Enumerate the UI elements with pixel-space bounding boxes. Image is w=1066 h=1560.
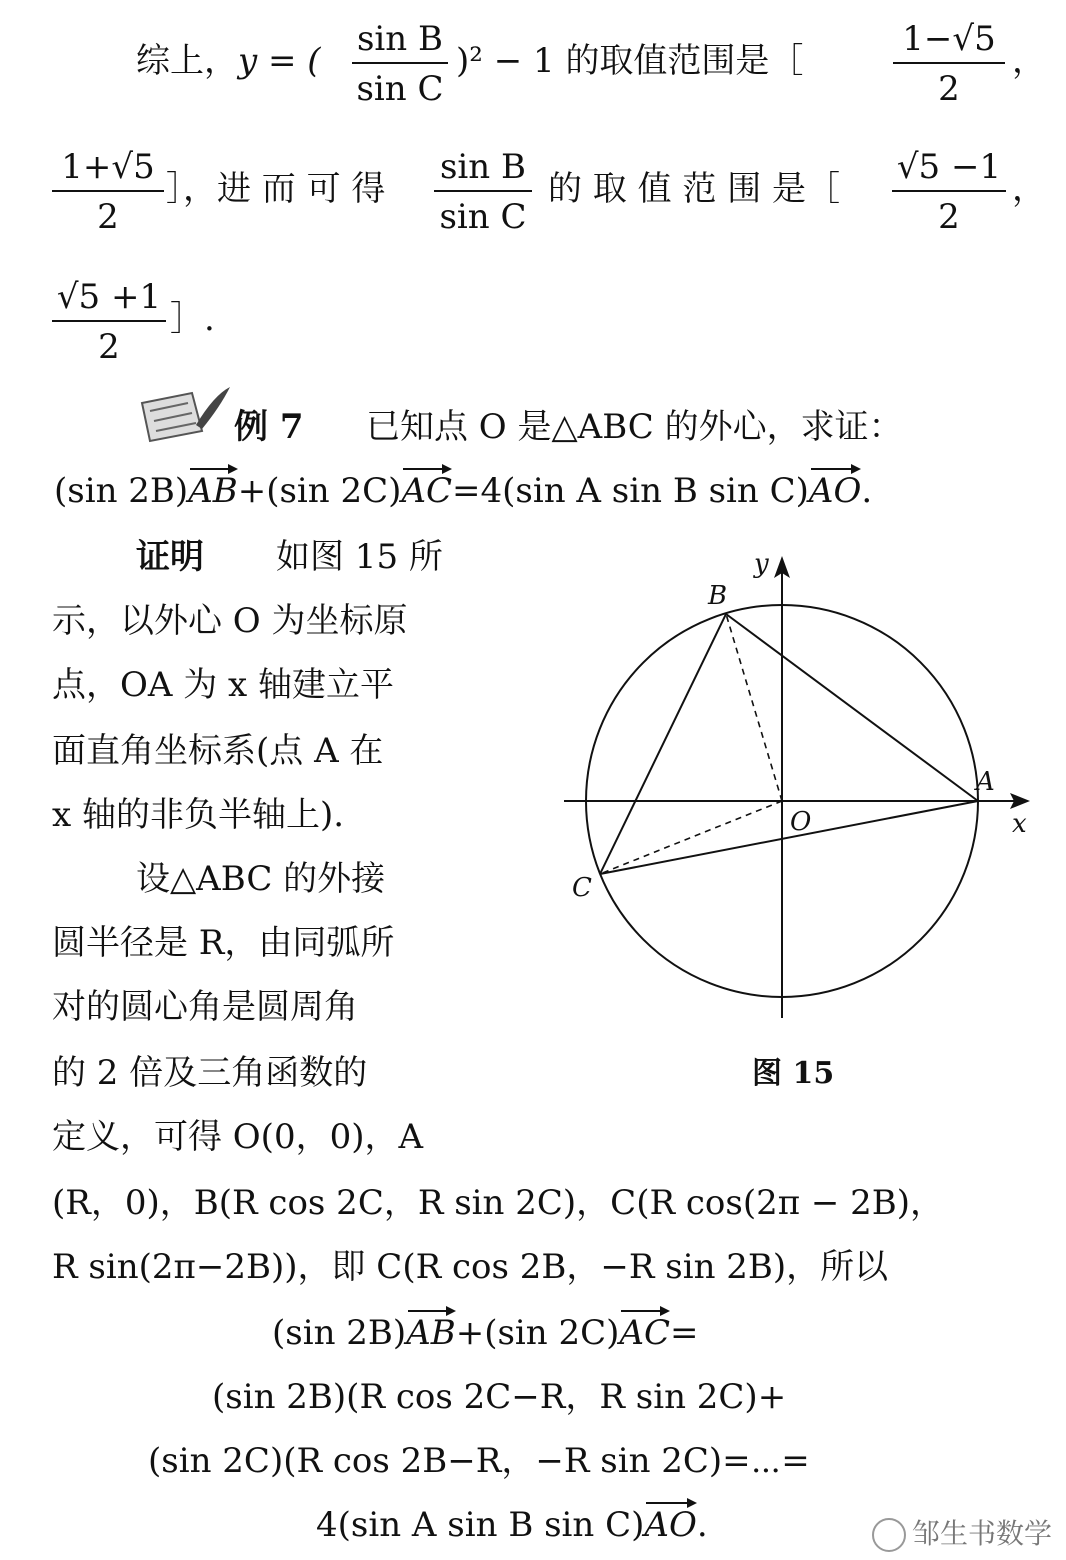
vector-ao: AO xyxy=(808,471,862,511)
label-y: y xyxy=(754,549,769,579)
vector-ac-2: AC xyxy=(619,1313,671,1353)
wechat-logo-icon xyxy=(872,1518,906,1552)
label-b: B xyxy=(708,581,728,611)
vector-ab: AB xyxy=(188,471,238,511)
proof-line-1: 示，以外心 O 为坐标原 xyxy=(52,601,408,641)
fraction-sinb-sinc-1: sin B sin C xyxy=(352,22,448,106)
quill-scroll-icon xyxy=(136,385,232,445)
line1-tail: )² − 1 的取值范围是［ xyxy=(456,41,804,81)
vector-ac: AC xyxy=(401,471,453,511)
proof2-line-3: 的 2 倍及三角函数的 xyxy=(52,1053,368,1093)
line2-tail: 的 取 值 范 围 是［ xyxy=(548,169,841,209)
vector-ao-2: AO xyxy=(644,1505,697,1545)
figure-15-diagram xyxy=(540,540,1060,1020)
proof2-line-0: 设△ABC 的外接 xyxy=(136,859,386,899)
fraction-sqrt5-plus-1: √5 +1 2 xyxy=(52,280,166,364)
equation-1: (sin 2B)AB+(sin 2C)AC= xyxy=(272,1313,699,1353)
watermark: 邹生书数学 xyxy=(872,1512,1052,1552)
side-bc xyxy=(600,614,726,874)
label-c: C xyxy=(572,873,592,903)
proof-full-line-1: (R，0)，B(R cos 2C，R sin 2C)，C(R cos(2π − 2B)， xyxy=(52,1183,945,1223)
example-label: 例 7 xyxy=(234,407,304,447)
proof-line-3: 面直角坐标系(点 A 在 xyxy=(52,731,384,771)
proof-line-2: 点，OA 为 x 轴建立平 xyxy=(52,665,395,705)
label-o: O xyxy=(790,807,812,837)
line3-tail: ］. xyxy=(170,299,215,339)
segment-oc xyxy=(600,801,782,874)
label-x: x xyxy=(1012,809,1027,839)
side-ca xyxy=(600,801,978,874)
proof-line-4: x 轴的非负半轴上). xyxy=(52,795,345,835)
segment-ob xyxy=(726,614,782,801)
fraction-1-minus-sqrt5: 1−√5 2 xyxy=(893,22,1005,106)
side-ab xyxy=(726,614,978,801)
line1-prefix: 综上，y = ( xyxy=(136,41,321,81)
proof-full-line-2: R sin(2π−2B))，即 C(R cos 2B，−R sin 2B)，所以 xyxy=(52,1247,889,1287)
example-equation: (sin 2B)AB+(sin 2C)AC=4(sin A sin B sin C)AO. xyxy=(54,471,873,511)
line2-mid: ］，进 而 可 得 xyxy=(166,169,386,209)
equation-3: (sin 2C)(R cos 2B−R，−R sin 2C)=⋯= xyxy=(148,1441,810,1481)
proof2-line-1: 圆半径是 R，由同弧所 xyxy=(52,923,395,963)
proof2-line-2: 对的圆心角是圆周角 xyxy=(52,987,358,1027)
example-statement: 已知点 O 是△ABC 的外心，求证： xyxy=(366,407,903,447)
equation-4: 4(sin A sin B sin C)AO. xyxy=(316,1505,708,1545)
proof-label: 证明 xyxy=(136,537,204,577)
label-a: A xyxy=(976,767,995,797)
line2-comma: ， xyxy=(1012,169,1046,209)
proof-line-0: 如图 15 所 xyxy=(276,537,443,577)
fraction-sinb-sinc-2: sin B sin C xyxy=(434,150,532,234)
proof2-line-4: 定义，可得 O(0，0)，A xyxy=(52,1117,424,1157)
line1-comma: ， xyxy=(1012,41,1046,81)
vector-ab-2: AB xyxy=(406,1313,456,1353)
equation-2: (sin 2B)(R cos 2C−R，R sin 2C)+ xyxy=(212,1377,787,1417)
fraction-1-plus-sqrt5: 1+√5 2 xyxy=(52,150,164,234)
fraction-sqrt5-minus-1: √5 −1 2 xyxy=(892,150,1006,234)
figure-caption: 图 15 xyxy=(752,1056,835,1091)
